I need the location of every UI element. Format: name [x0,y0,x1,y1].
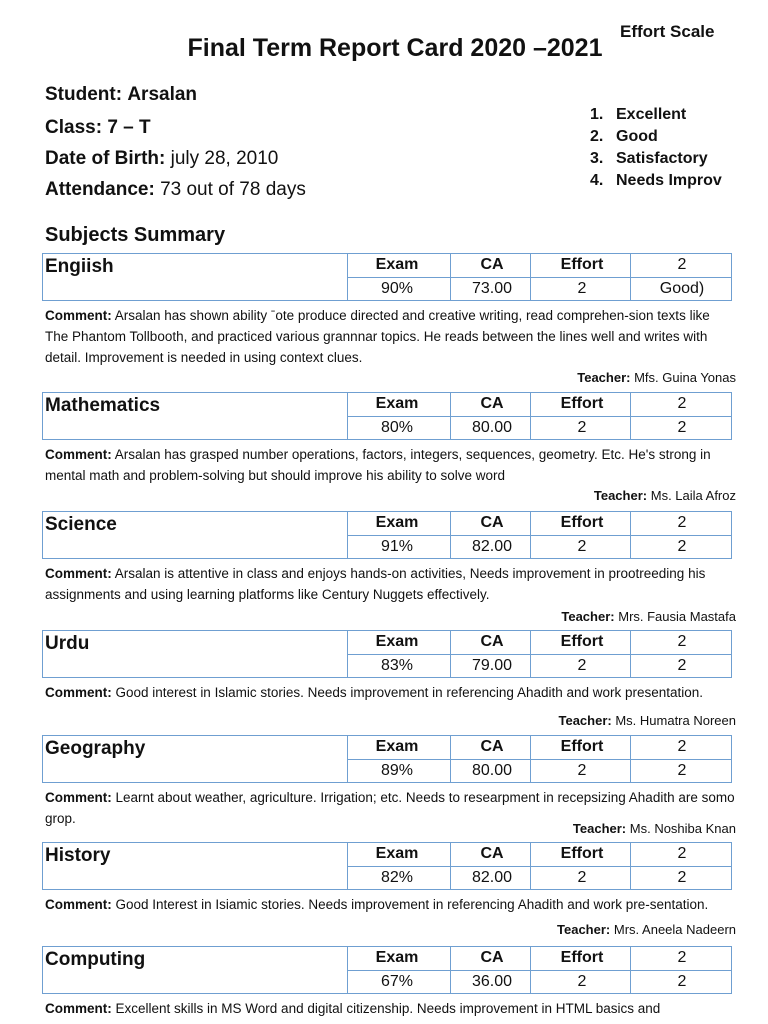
grade-header: 2 [677,633,687,650]
effort-header: Effort [560,256,604,273]
comment [45,444,735,486]
exam-score: 89% [380,762,414,779]
ca-score: 73.00 [471,280,513,297]
subject-block [42,630,736,728]
subject-block [42,842,736,937]
subject-block [42,946,732,1016]
comment [45,563,735,605]
class-value: 7 – T [107,117,151,138]
exam-header: Exam [375,395,419,412]
subject-grid [42,392,732,440]
effort-header: Effort [560,633,604,650]
effort-score: 2 [577,762,587,779]
grade-header: 2 [677,738,687,755]
subject-grid [42,253,732,301]
effort-score: 2 [577,869,587,886]
grade-value: 2 [677,973,687,990]
teacher-label: Teacher: [577,370,631,385]
effort-score: 2 [577,538,587,555]
grade-header: 2 [677,845,687,862]
student-name-row [45,84,197,106]
ca-header: CA [480,633,504,650]
exam-header: Exam [375,633,419,650]
subject-name: Mathematics [45,395,161,416]
subject-block [42,253,736,385]
comment [45,305,735,368]
grade-header: 2 [677,395,687,412]
subject-block [42,511,736,624]
dob-row [45,148,278,170]
subject-grid [42,842,732,890]
grade-header: 2 [677,949,687,966]
exam-header: Exam [375,738,419,755]
dob-value: july 28, 2010 [170,148,279,169]
comment-label: Comment: [45,897,112,912]
attendance-label: Attendance: [45,179,155,200]
comment-label: Comment: [45,1001,112,1016]
effort-scale-title: Effort Scale [620,22,715,41]
ca-header: CA [480,256,504,273]
teacher-name: Mrs. Fausia Mastafa [618,609,736,624]
comment-label: Comment: [45,566,112,581]
teacher-line [558,713,736,728]
exam-score: 67% [380,973,414,990]
subject-name: Engiish [45,256,114,277]
class-row [45,117,151,139]
ca-score: 36.00 [471,973,513,990]
subject-name: Computing [45,949,146,970]
comment-label: Comment: [45,790,112,805]
comment-label: Comment: [45,685,112,700]
dob-label: Date of Birth: [45,148,166,169]
ca-score: 80.00 [471,419,513,436]
teacher-label: Teacher: [572,821,627,836]
ca-header: CA [480,845,504,862]
subject-block [42,735,736,836]
effort-score: 2 [577,419,587,436]
subject-grid [42,946,732,994]
effort-header: Effort [560,514,604,531]
teacher-line [594,488,736,503]
effort-header: Effort [560,949,604,966]
effort-header: Effort [560,845,604,862]
effort-scale-item: 1. Excellent [590,106,687,123]
ca-header: CA [480,395,504,412]
grade-value: 2 [677,869,687,886]
exam-score: 83% [380,657,414,674]
grade-value: 2 [677,762,687,779]
grade-value: Good) [659,280,705,297]
attendance-value: 73 out of 78 days [160,179,306,200]
teacher-name: Ms. Laila Afroz [650,488,736,503]
ca-header: CA [480,949,504,966]
comment-text: Good interest in Islamic stories. Needs improvement in referencing Ahadith and work presentation. [115,685,704,700]
effort-score: 2 [577,973,587,990]
ca-score: 80.00 [471,762,513,779]
exam-header: Exam [375,256,419,273]
teacher-label: Teacher: [593,488,648,503]
comment-label: Comment: [45,308,112,323]
attendance-row [45,179,306,201]
comment-text: Arsalan has grasped number operations, factors, integers, sequences, geometry. Etc. He's strong in mental math and problem-solving but should improve his ability to solve word [45,447,711,483]
subject-grid [42,511,732,559]
teacher-line [577,370,736,385]
exam-header: Exam [375,514,419,531]
teacher-line [573,821,736,836]
exam-score: 91% [380,538,414,555]
subject-name: Science [45,514,117,535]
comment [45,682,735,703]
subjects-summary-heading: Subjects Summary [45,224,226,246]
teacher-line [557,922,736,937]
effort-header: Effort [560,395,604,412]
ca-header: CA [480,738,504,755]
comment [45,894,735,915]
teacher-label: Teacher: [558,713,612,728]
comment-text: Arsalan has shown ability ˉote produce directed and creative writing, read comprehen-sion texts like The Phantom Tollbooth, and practiced various grannnar topics. He reads between the lines well and writes with detail. Improvement is needed in using context clues. [45,308,710,365]
subject-name: Geography [45,738,146,759]
comment-text: Learnt about weather, agriculture. Irrigation; etc. Needs to researpment in recepsizing Ahadith are somo grop. [45,790,735,826]
subject-block [42,392,736,503]
ca-score: 82.00 [471,538,513,555]
comment-text: Arsalan is attentive in class and enjoys hands-on activities, Needs improvement in prootreeding his assignments and using learning platforms like Century Nuggets effectively. [45,566,706,602]
student-name: Arsalan [127,84,198,105]
ca-header: CA [480,514,504,531]
subject-name: Urdu [45,633,90,654]
page-title: Final Term Report Card 2020 –2021 [187,34,603,62]
effort-scale-item: 3. Satisfactory [590,150,708,167]
exam-score: 82% [380,869,414,886]
grade-header: 2 [677,514,687,531]
student-name-label: Student: [45,84,123,105]
effort-score: 2 [577,280,587,297]
effort-scale-item: 4. Needs Improv [590,172,722,189]
exam-score: 90% [380,280,414,297]
grade-value: 2 [677,419,687,436]
grade-value: 2 [677,538,687,555]
teacher-name: Mfs. Guina Yonas [634,370,736,385]
grade-header: 2 [677,256,687,273]
effort-scale-list [590,104,722,192]
teacher-line [561,609,736,624]
comment-label: Comment: [45,447,112,462]
exam-header: Exam [375,949,419,966]
effort-score: 2 [577,657,587,674]
teacher-name: Mrs. Aneela Nadeern [613,922,736,937]
teacher-label: Teacher: [557,922,611,937]
subject-name: History [45,845,111,866]
grade-value: 2 [677,657,687,674]
exam-score: 80% [380,419,414,436]
effort-scale-item: 2. Good [590,128,658,145]
ca-score: 79.00 [471,657,513,674]
exam-header: Exam [375,845,419,862]
comment-text: Excellent skills in MS Word and digital citizenship. Needs improvement in HTML basics and [115,1001,661,1016]
teacher-label: Teacher: [561,609,615,624]
teacher-name: Ms. Humatra Noreen [615,713,736,728]
teacher-name: Ms. Noshiba Knan [629,821,736,836]
subject-grid [42,630,732,678]
class-label: Class: [45,117,103,138]
effort-header: Effort [560,738,604,755]
comment-text: Good Interest in Isiamic stories. Needs improvement in referencing Ahadith and work pre-sentation. [115,897,709,912]
ca-score: 82.00 [471,869,513,886]
subject-grid [42,735,732,783]
comment [45,998,735,1019]
